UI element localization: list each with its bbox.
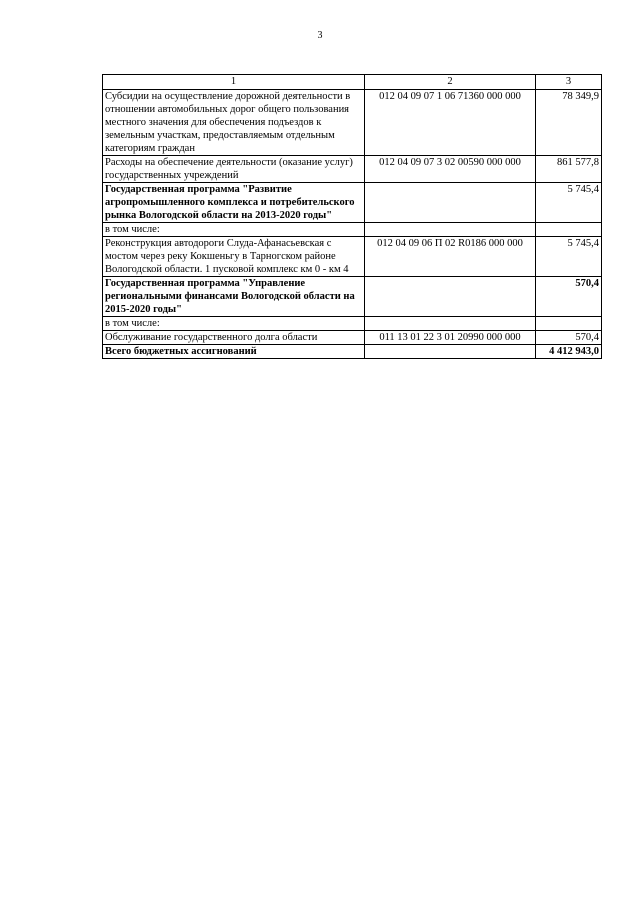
row-amount: 570,4 [536,277,602,317]
total-label: Всего бюджетных ассигнований [103,345,365,359]
table-row [103,223,602,237]
row-code [365,223,536,237]
row-code [365,345,536,359]
row-code [365,277,536,317]
column-header-2: 2 [365,75,536,90]
table-row [103,317,602,331]
row-amount [536,223,602,237]
table-row [103,156,602,183]
row-amount: 5 745,4 [536,183,602,223]
row-name: Субсидии на осуществление дорожной деятельности в отношении автомобильных дорог общего пользования местного значения для обеспечения подъездов к земельным участкам, предоставляемым отдельным категориям граждан [103,90,365,156]
row-name: Обслуживание государственного долга области [103,331,365,345]
table-row [103,331,602,345]
row-code: 012 04 09 07 3 02 00590 000 000 [365,156,536,183]
row-amount: 861 577,8 [536,156,602,183]
row-code [365,183,536,223]
column-header-3: 3 [536,75,602,90]
row-name: Государственная программа "Управление региональными финансами Вологодской области на 2015-2020 годы" [103,277,365,317]
column-header-1: 1 [103,75,365,90]
row-name: в том числе: [103,317,365,331]
row-code: 012 04 09 06 П 02 R0186 000 000 [365,237,536,277]
table-row [103,237,602,277]
row-name: Реконструкция автодороги Слуда-Афанасьевская с мостом через реку Кокшеньгу в Тарногском районе Вологодской области. 1 пусковой комплекс км 0 - км 4 [103,237,365,277]
row-code: 012 04 09 07 1 06 71360 000 000 [365,90,536,156]
row-name: Расходы на обеспечение деятельности (оказание услуг) государственных учреждений [103,156,365,183]
row-code: 011 13 01 22 3 01 20990 000 000 [365,331,536,345]
table-total-row [103,345,602,359]
table-row-program [103,183,602,223]
page-number: 3 [317,30,323,41]
budget-table [102,74,602,359]
row-amount [536,317,602,331]
table-row [103,90,602,156]
table-row-program [103,277,602,317]
row-name: Государственная программа "Развитие агропромышленного комплекса и потребительского рынка Вологодской области на 2013-2020 годы" [103,183,365,223]
row-name: в том числе: [103,223,365,237]
total-amount: 4 412 943,0 [536,345,602,359]
row-code [365,317,536,331]
row-amount: 78 349,9 [536,90,602,156]
row-amount: 570,4 [536,331,602,345]
row-amount: 5 745,4 [536,237,602,277]
table-header-row [103,75,602,90]
